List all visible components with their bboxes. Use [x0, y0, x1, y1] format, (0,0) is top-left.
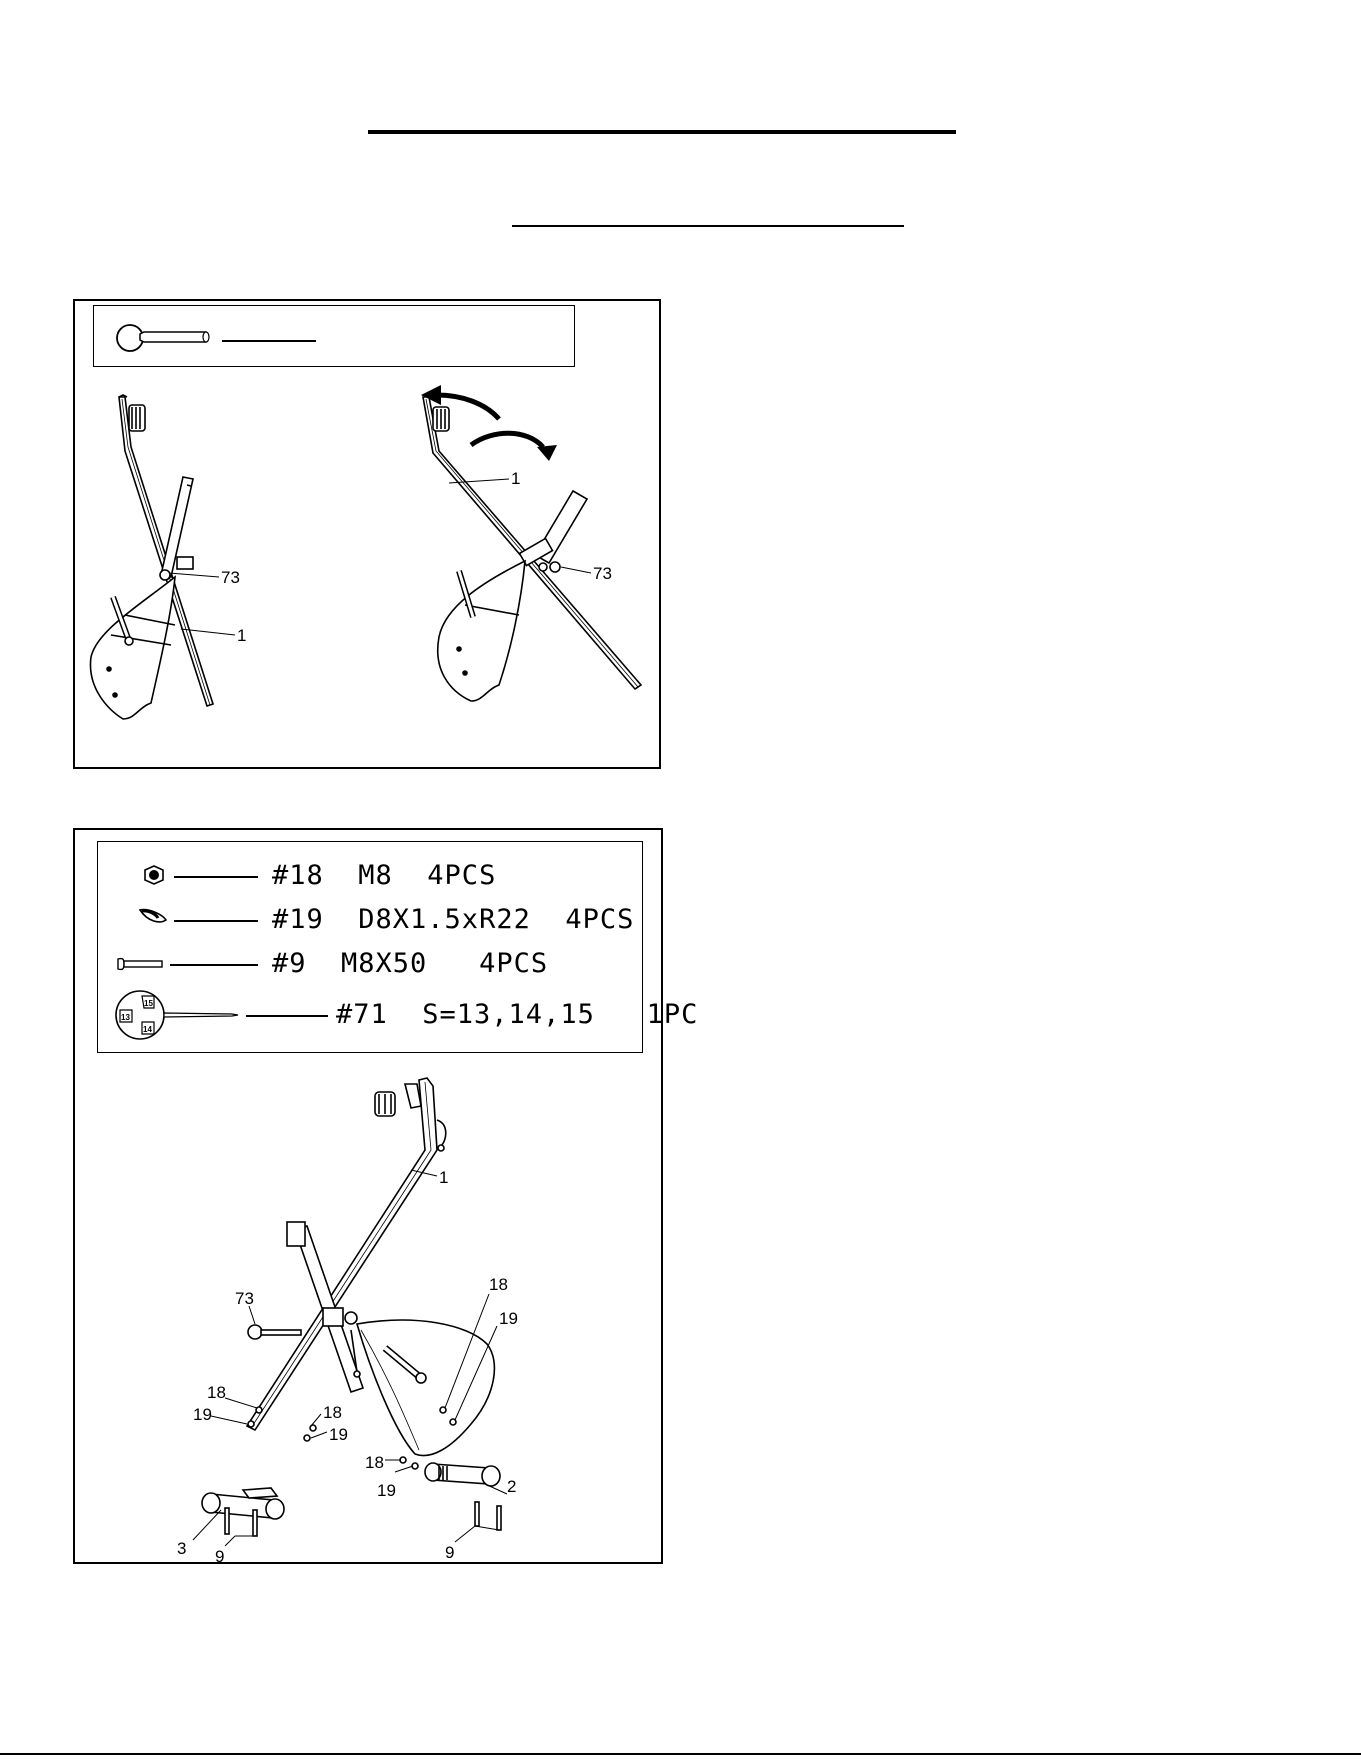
rotate-arrow-icon	[437, 395, 543, 447]
rotate-arrow-head-right	[537, 445, 557, 461]
step2-callout-18-a: 18	[207, 1383, 226, 1402]
hardware-leader-19	[174, 920, 258, 922]
hardware-leader-18	[174, 876, 258, 878]
step2-hardware-box	[97, 841, 699, 1053]
hardware-leader-71	[246, 1015, 328, 1017]
step1-diagram	[75, 367, 659, 767]
curved-washer-icon	[138, 904, 170, 926]
hardware-label-18: #18 M8 4PCS	[272, 860, 497, 891]
folded-frame-drawing	[90, 395, 213, 719]
step1-hardware-box	[93, 305, 575, 367]
step1-callout-73-right: 73	[593, 564, 612, 583]
hardware-leader-9	[170, 964, 258, 966]
step2-callout-3: 3	[177, 1539, 187, 1558]
subheader-rule	[512, 225, 904, 227]
wrench-size-15: 15	[144, 999, 153, 1008]
footer-rule	[0, 1753, 1361, 1755]
step1-hardware-leader	[222, 340, 316, 342]
step2-callout-18-c: 18	[365, 1453, 384, 1472]
step2-callout-19-c: 19	[377, 1481, 396, 1500]
bolt-icon	[116, 956, 166, 972]
step2-callout-18-b: 18	[323, 1403, 342, 1422]
step2-callout-19-d: 19	[499, 1309, 518, 1328]
unfolding-frame-drawing	[423, 397, 641, 701]
hardware-label-9: #9 M8X50 4PCS	[272, 948, 549, 979]
knob-pin-icon	[106, 312, 216, 362]
step2-callout-1: 1	[439, 1168, 449, 1187]
step2-callout-19-a: 19	[193, 1405, 212, 1424]
step2-callout-73: 73	[235, 1289, 254, 1308]
cap-nut-icon	[142, 864, 166, 886]
header-rule	[368, 130, 956, 134]
step2-callout-2: 2	[507, 1477, 517, 1496]
step1-panel	[73, 299, 661, 769]
step2-panel	[73, 828, 699, 1564]
step2-exploded-diagram	[75, 1062, 661, 1562]
wrench-icon	[112, 986, 242, 1044]
step2-callout-9-right: 9	[445, 1543, 455, 1562]
step2-callout-19-b: 19	[329, 1425, 348, 1444]
hardware-label-19: #19 D8X1.5xR22 4PCS	[272, 904, 635, 935]
step2-callout-18-d: 18	[489, 1275, 508, 1294]
step2-callout-9-left: 9	[215, 1547, 225, 1562]
wrench-size-13: 13	[121, 1013, 130, 1022]
step1-callout-1-left: 1	[237, 626, 247, 645]
wrench-size-14: 14	[143, 1025, 152, 1034]
step1-callout-73-left: 73	[221, 568, 240, 587]
step1-callout-1-right: 1	[511, 469, 521, 488]
hardware-label-71: #71 S=13,14,15 1PC	[336, 999, 699, 1030]
